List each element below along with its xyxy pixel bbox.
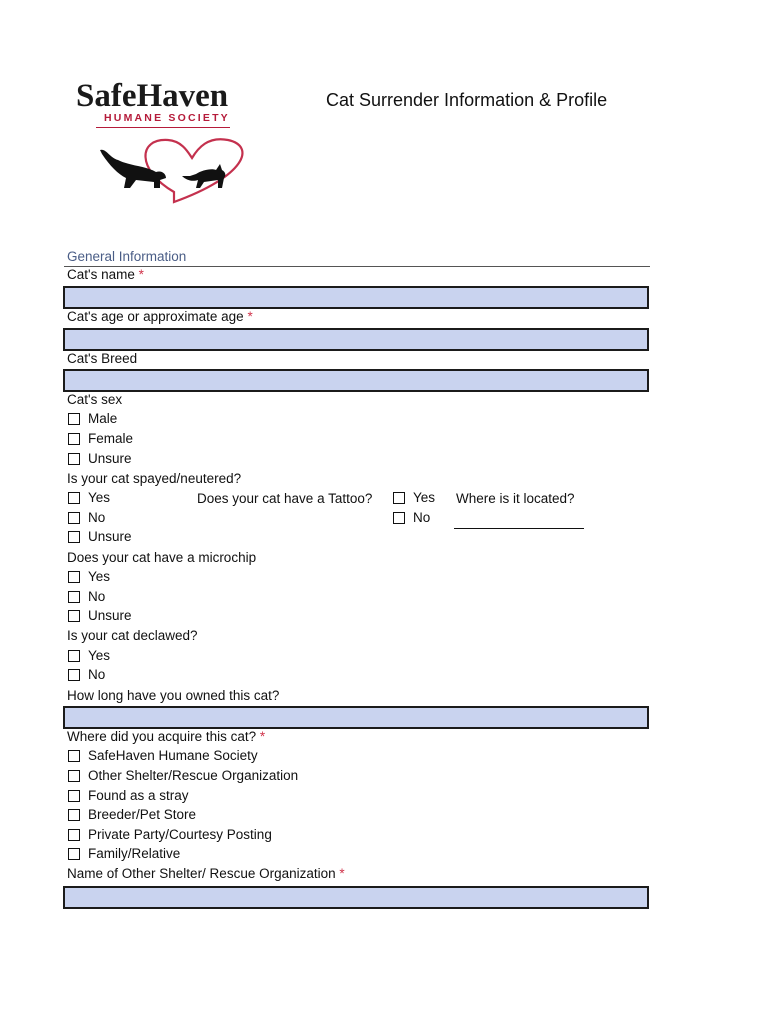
- owned-duration-label: How long have you owned this cat?: [67, 688, 280, 703]
- acquired-private-party-checkbox[interactable]: [68, 827, 272, 842]
- option-label: Male: [88, 411, 118, 426]
- cat-name-label: [67, 267, 144, 282]
- option-label: Other Shelter/Rescue Organization: [88, 768, 299, 783]
- checkbox-icon: [68, 571, 80, 583]
- option-label: Unsure: [88, 451, 132, 466]
- required-marker: *: [259, 729, 266, 744]
- cat-age-input[interactable]: [63, 328, 649, 351]
- checkbox-icon: [68, 413, 80, 425]
- option-label: No: [88, 510, 106, 525]
- logo-subtitle: HUMANE SOCIETY: [104, 112, 230, 124]
- acquired-stray-checkbox[interactable]: [68, 788, 189, 803]
- acquired-label-text: Where did you acquire this cat?: [67, 729, 257, 744]
- checkbox-icon: [68, 512, 80, 524]
- spayed-unsure-checkbox[interactable]: [68, 529, 132, 544]
- option-label: No: [88, 589, 106, 604]
- section-title: General Information: [67, 249, 187, 264]
- other-shelter-label: [67, 866, 345, 881]
- option-label: Breeder/Pet Store: [88, 807, 197, 822]
- required-marker: *: [339, 866, 345, 881]
- checkbox-icon: [68, 650, 80, 662]
- other-shelter-input[interactable]: [63, 886, 649, 909]
- declawed-no-checkbox[interactable]: [68, 667, 105, 682]
- acquired-breeder-checkbox[interactable]: [68, 807, 196, 822]
- cat-name-label-text: Cat's name: [67, 267, 135, 282]
- checkbox-icon: [393, 492, 405, 504]
- tattoo-label: Does your cat have a Tattoo?: [197, 491, 373, 506]
- checkbox-icon: [68, 669, 80, 681]
- option-label: Female: [88, 431, 134, 446]
- option-label: Yes: [413, 490, 436, 505]
- cat-breed-label: Cat's Breed: [67, 351, 138, 366]
- option-label: Family/Relative: [88, 846, 181, 861]
- sex-female-checkbox[interactable]: [68, 431, 133, 446]
- acquired-label: [67, 729, 265, 744]
- tattoo-yes-checkbox[interactable]: [393, 490, 435, 505]
- other-shelter-label-text: Name of Other Shelter/ Rescue Organization: [67, 866, 336, 881]
- option-label: Yes: [88, 648, 111, 663]
- tattoo-location-input[interactable]: [454, 528, 584, 529]
- cat-breed-input[interactable]: [63, 369, 649, 392]
- checkbox-icon: [68, 453, 80, 465]
- cat-age-label: [67, 309, 253, 324]
- option-label: Yes: [88, 569, 111, 584]
- spayed-no-checkbox[interactable]: [68, 510, 105, 525]
- checkbox-icon: [68, 433, 80, 445]
- declawed-yes-checkbox[interactable]: [68, 648, 110, 663]
- checkbox-icon: [68, 809, 80, 821]
- required-marker: *: [247, 309, 253, 324]
- safehaven-logo: [70, 72, 270, 212]
- logo-rule: [96, 127, 230, 128]
- checkbox-icon: [68, 829, 80, 841]
- checkbox-icon: [68, 531, 80, 543]
- checkbox-icon: [68, 591, 80, 603]
- checkbox-icon: [393, 512, 405, 524]
- option-label: Private Party/Courtesy Posting: [88, 827, 272, 842]
- checkbox-icon: [68, 848, 80, 860]
- spayed-yes-checkbox[interactable]: [68, 490, 110, 505]
- checkbox-icon: [68, 492, 80, 504]
- tattoo-no-checkbox[interactable]: [393, 510, 430, 525]
- option-label: SafeHaven Humane Society: [88, 748, 258, 763]
- option-label: Found as a stray: [88, 788, 189, 803]
- sex-male-checkbox[interactable]: [68, 411, 117, 426]
- logo-wordmark: SafeHaven: [76, 78, 229, 114]
- cat-age-label-text: Cat's age or approximate age: [67, 309, 244, 324]
- microchip-yes-checkbox[interactable]: [68, 569, 110, 584]
- microchip-label: Does your cat have a microchip: [67, 550, 257, 565]
- checkbox-icon: [68, 610, 80, 622]
- option-label: Unsure: [88, 529, 132, 544]
- option-label: Yes: [88, 490, 111, 505]
- spayed-label: Is your cat spayed/neutered?: [67, 471, 242, 486]
- declawed-label: Is your cat declawed?: [67, 628, 198, 643]
- option-label: Unsure: [88, 608, 132, 623]
- cat-name-input[interactable]: [63, 286, 649, 309]
- section-divider: [64, 266, 650, 267]
- option-label: No: [88, 667, 106, 682]
- checkbox-icon: [68, 750, 80, 762]
- page-title: Cat Surrender Information & Profile: [326, 90, 608, 110]
- cat-sex-label: Cat's sex: [67, 392, 123, 407]
- dog-cat-heart-icon: [96, 130, 266, 210]
- tattoo-location-label: Where is it located?: [456, 491, 575, 506]
- microchip-unsure-checkbox[interactable]: [68, 608, 132, 623]
- owned-duration-input[interactable]: [63, 706, 649, 729]
- checkbox-icon: [68, 790, 80, 802]
- option-label: No: [413, 510, 431, 525]
- required-marker: *: [138, 267, 144, 282]
- microchip-no-checkbox[interactable]: [68, 589, 105, 604]
- sex-unsure-checkbox[interactable]: [68, 451, 132, 466]
- acquired-other-shelter-checkbox[interactable]: [68, 768, 298, 783]
- acquired-family-checkbox[interactable]: [68, 846, 180, 861]
- checkbox-icon: [68, 770, 80, 782]
- acquired-safehaven-checkbox[interactable]: [68, 748, 258, 763]
